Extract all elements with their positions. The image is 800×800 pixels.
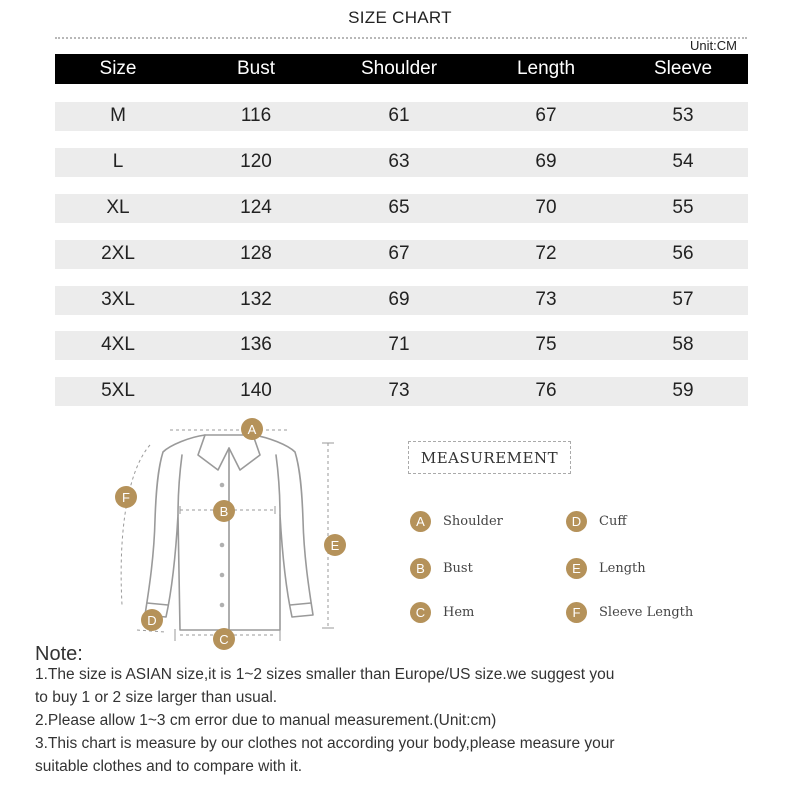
table-row <box>55 102 748 131</box>
cell-shoulder: 61 <box>388 105 410 126</box>
legend-label: Shoulder <box>443 514 503 529</box>
note-title: Note: <box>35 643 83 665</box>
legend-item-bust <box>410 558 473 579</box>
cell-bust: 124 <box>240 197 272 218</box>
marker-a <box>241 418 263 440</box>
cell-shoulder: 67 <box>388 243 410 264</box>
svg-text:B: B <box>219 504 229 519</box>
cell-size: M <box>110 105 126 126</box>
legend-label: Sleeve Length <box>599 605 694 620</box>
header-shoulder: Shoulder <box>360 58 438 79</box>
marker-b <box>213 500 235 522</box>
legend-item-shoulder <box>410 511 503 532</box>
cell-bust: 116 <box>240 105 272 126</box>
cell-sleeve: 59 <box>672 380 694 401</box>
legend-item-hem <box>410 602 474 623</box>
cell-bust: 136 <box>240 334 272 355</box>
cell-length: 67 <box>535 105 557 126</box>
cell-sleeve: 56 <box>672 243 694 264</box>
cell-bust: 140 <box>240 380 272 401</box>
legend-item-sleeve-length <box>566 602 693 623</box>
cell-length: 69 <box>535 151 557 172</box>
header-bust: Bust <box>236 58 276 79</box>
marker-f <box>115 486 137 508</box>
unit-label: Unit:CM <box>690 38 737 53</box>
cell-size: 5XL <box>101 380 135 401</box>
cell-sleeve: 54 <box>672 151 694 172</box>
cell-shoulder: 63 <box>388 151 410 172</box>
legend-label: Hem <box>443 605 475 620</box>
header-length: Length <box>516 58 576 79</box>
svg-text:D: D <box>147 613 157 628</box>
svg-text:A: A <box>247 422 257 437</box>
cell-length: 75 <box>535 334 557 355</box>
legend-marker: B <box>410 558 431 579</box>
svg-text:F: F <box>122 490 130 505</box>
legend-marker: D <box>566 511 587 532</box>
table-row <box>55 148 748 177</box>
cell-shoulder: 65 <box>388 197 410 218</box>
cell-bust: 132 <box>240 289 272 310</box>
cell-size: 2XL <box>101 243 135 264</box>
svg-text:C: C <box>219 632 229 647</box>
note-line: suitable clothes and to compare with it. <box>35 758 303 775</box>
table-row <box>55 194 748 223</box>
legend-marker: A <box>410 511 431 532</box>
note-line: 2.Please allow 1~3 cm error due to manual measurement.(Unit:cm) <box>35 712 497 729</box>
marker-e <box>324 534 346 556</box>
title-divider <box>55 37 747 39</box>
cell-size: L <box>112 151 124 172</box>
cell-shoulder: 71 <box>388 334 410 355</box>
table-row <box>55 377 748 406</box>
legend-label: Length <box>599 561 646 576</box>
cell-sleeve: 58 <box>672 334 694 355</box>
page-title: SIZE CHART <box>348 8 452 27</box>
header-sleeve: Sleeve <box>653 58 713 79</box>
cell-bust: 128 <box>240 243 272 264</box>
note-line: to buy 1 or 2 size larger than usual. <box>35 689 278 706</box>
cell-length: 76 <box>535 380 557 401</box>
table-row <box>55 286 748 315</box>
legend-marker: F <box>566 602 587 623</box>
cell-bust: 120 <box>240 151 272 172</box>
marker-d <box>141 609 163 631</box>
cell-sleeve: 55 <box>672 197 694 218</box>
measurement-heading: MEASUREMENT <box>408 441 571 474</box>
legend-label: Cuff <box>599 514 627 529</box>
legend-item-length <box>566 558 646 579</box>
marker-c <box>213 628 235 650</box>
cell-sleeve: 57 <box>672 289 694 310</box>
header-size: Size <box>99 58 137 79</box>
cell-shoulder: 73 <box>388 380 410 401</box>
svg-text:E: E <box>330 538 340 553</box>
cell-size: XL <box>106 197 130 218</box>
cell-length: 72 <box>535 243 557 264</box>
cell-size: 3XL <box>101 289 135 310</box>
cell-shoulder: 69 <box>388 289 410 310</box>
note-line: 3.This chart is measure by our clothes not according your body,please measure your <box>35 735 615 752</box>
legend-marker: E <box>566 558 587 579</box>
cell-length: 73 <box>535 289 557 310</box>
legend-label: Bust <box>443 561 473 576</box>
legend-item-cuff <box>566 511 627 532</box>
note-line: 1.The size is ASIAN size,it is 1~2 sizes smaller than Europe/US size.we suggest you <box>35 666 615 683</box>
cell-length: 70 <box>535 197 557 218</box>
table-header <box>55 54 748 84</box>
legend-marker: C <box>410 602 431 623</box>
cell-sleeve: 53 <box>672 105 694 126</box>
table-row <box>55 240 748 269</box>
table-row <box>55 331 748 360</box>
cell-size: 4XL <box>101 334 135 355</box>
